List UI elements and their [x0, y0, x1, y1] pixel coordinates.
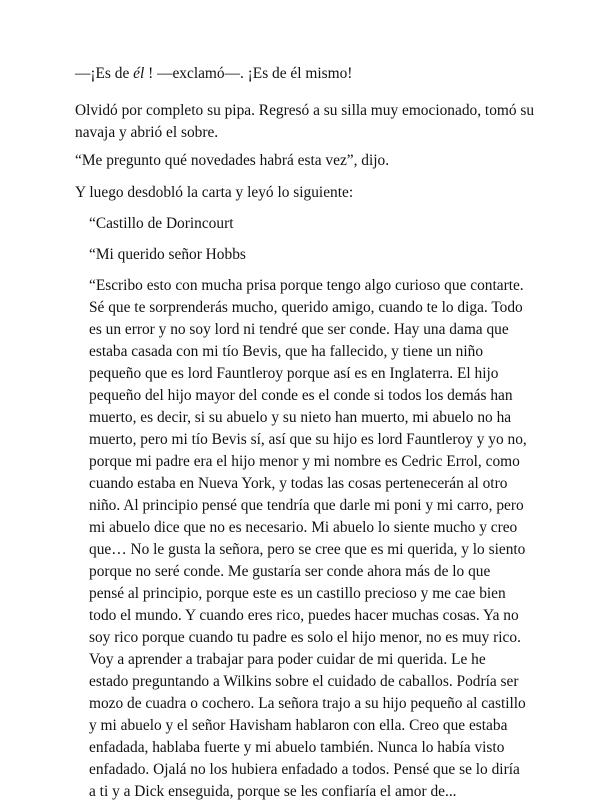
paragraph-exclamation: [75, 63, 352, 85]
text-line: estaba casada con mi tío Bevis, que ha fallecido, y tiene un niño: [89, 343, 484, 360]
text-line: “Me pregunto qué novedades habrá esta vez”, dijo.: [75, 152, 390, 169]
text-line: a ti y a Dick enseguida, porque se les confiaría el amor de...: [89, 783, 457, 800]
text-line: muerto, pero mi tío Bevis sí, así que su hijo es lord Fauntleroy y yo no,: [89, 431, 527, 448]
text-segment: ! —exclamó—. ¡Es de él mismo!: [144, 65, 353, 82]
letter-place: [89, 213, 233, 235]
text-line: y mi abuelo y el señor Havisham hablaron con ella. Creo que estaba: [89, 717, 508, 734]
text-line: porque mi padre era el hijo menor y mi nombre es Cedric Errol, como: [89, 453, 520, 470]
text-line: muerto, es decir, si su abuelo y su nieto han muerto, mi abuelo no ha: [89, 409, 512, 426]
text-line: estado preguntando a Wilkins sobre el cuidado de caballos. Podría ser: [89, 673, 519, 690]
text-line: Sé que te sorprenderás mucho, querido amigo, cuando te lo diga. Todo: [89, 299, 523, 316]
emphasis-text: él: [133, 65, 145, 82]
paragraph-pipe: [75, 100, 534, 144]
text-line: que… No le gusta la señora, pero se cree que es mi querida, y lo siento: [89, 541, 526, 558]
text-line: mi abuelo dice que no es necesario. Mi abuelo lo siente mucho y creo: [89, 519, 518, 536]
text-line: Olvidó por completo su pipa. Regresó a su silla muy emocionado, tomó su: [75, 102, 535, 119]
text-line: es un error y no soy lord ni tendré que ser conde. Hay una dama que: [89, 321, 509, 338]
text-line: “Castillo de Dorincourt: [89, 215, 234, 232]
text-line: porque no seré conde. Me gustaría ser conde ahora más de lo que: [89, 563, 491, 580]
text-line: pequeño del hijo mayor del conde es el conde si todos los demás han: [89, 387, 513, 404]
text-line: Voy a aprender a trabajar para poder cuidar de mi querida. Le he: [89, 651, 486, 668]
text-segment: —¡Es de: [75, 65, 134, 82]
text-line: “Mi querido señor Hobbs: [89, 246, 246, 263]
text-line: enfadada, hablaba fuerte y mi abuelo también. Nunca lo había visto: [89, 739, 505, 756]
text-line: pequeño que es lord Fauntleroy porque así es en Inglaterra. El hijo: [89, 365, 499, 382]
text-line: mozo de cuadra o cochero. La señora trajo a su hijo pequeño al castillo: [89, 695, 526, 712]
text-line: enfadado. Ojalá no los hubiera enfadado a todos. Pensé que se lo diría: [89, 761, 520, 778]
text-line: soy rico porque cuando tu padre es solo el hijo menor, no es muy rico.: [89, 629, 521, 646]
text-line: niño. Al principio pensé que tendría que darle mi poni y mi carro, pero: [89, 497, 524, 514]
text-line: navaja y abrió el sobre.: [75, 124, 219, 141]
text-line: “Escribo esto con mucha prisa porque tengo algo curioso que contarte.: [89, 277, 524, 294]
letter-greeting: [89, 244, 246, 266]
text-line: todo el mundo. Y cuando eres rico, puedes hacer muchas cosas. Ya no: [89, 607, 519, 624]
paragraph-unfold: [75, 182, 353, 204]
text-line: pensé al principio, porque este es un castillo precioso y me cae bien: [89, 585, 506, 602]
text-line: [75, 63, 352, 85]
text-line: cuando estaba en Nueva York, y todas las cosas pertenecerán al otro: [89, 475, 508, 492]
letter-body: [89, 275, 527, 803]
paragraph-wonder: [75, 150, 389, 172]
text-line: Y luego desdobló la carta y leyó lo siguiente:: [75, 184, 354, 201]
